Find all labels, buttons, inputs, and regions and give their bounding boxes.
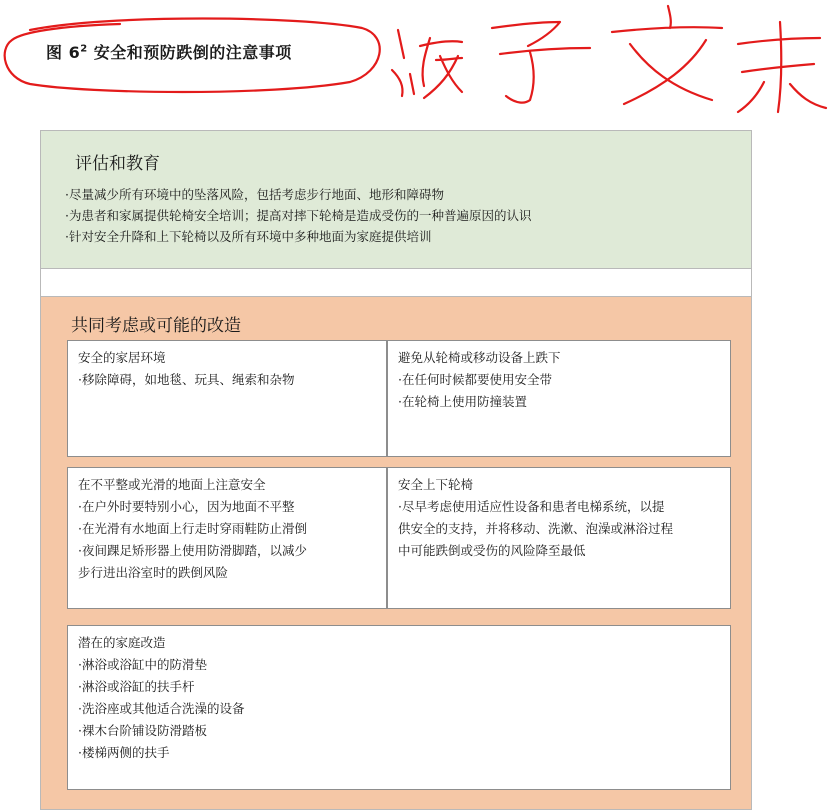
- box-item: 步行进出浴室时的跌倒风险: [78, 565, 229, 580]
- figure-label: 图 6: [46, 43, 81, 62]
- assessment-item: ·尽量减少所有环境中的坠落风险，包括考虑步行地面、地形和障碍物: [65, 187, 444, 202]
- box-item: ·尽早考虑使用适应性设备和患者电梯系统，以提: [398, 499, 665, 514]
- figure-title-text: 安全和预防跌倒的注意事项: [93, 43, 292, 62]
- box-list: [398, 369, 720, 413]
- box-item: ·在轮椅上使用防撞装置: [398, 394, 527, 409]
- box-item: ·移除障碍，如地毯、玩具、绳索和杂物: [78, 372, 295, 387]
- uneven-surface-box: [67, 467, 387, 609]
- handwriting-char-3: [612, 6, 722, 104]
- assessment-list: [65, 184, 531, 247]
- home-modifications-box: [67, 625, 731, 790]
- assessment-panel: [41, 131, 751, 269]
- handwriting-char-1: [392, 30, 462, 98]
- box-item: 中可能跌倒或受伤的风险降至最低: [398, 543, 586, 558]
- box-item: ·在户外时要特别小心，因为地面不平整: [78, 499, 295, 514]
- assessment-item: ·为患者和家属提供轮椅安全培训；提高对摔下轮椅是造成受伤的一种普遍原因的认识: [65, 208, 532, 223]
- box-item: ·洗浴座或其他适合洗澡的设备: [78, 701, 245, 716]
- box-title: 潜在的家庭改造: [78, 635, 166, 650]
- handwriting-char-2: [492, 22, 590, 103]
- assessment-heading: 评估和教育: [75, 154, 160, 174]
- figure-superscript: 2: [80, 43, 88, 55]
- box-list: [78, 654, 720, 764]
- wheelchair-fall-box: [387, 340, 731, 457]
- wheelchair-transfer-box: [387, 467, 731, 609]
- figure-title: [46, 40, 292, 63]
- box-item: ·在光滑有水地面上行走时穿雨鞋防止滑倒: [78, 521, 307, 536]
- box-item: ·淋浴或浴缸中的防滑垫: [78, 657, 207, 672]
- box-item: ·裸木台阶铺设防滑踏板: [78, 723, 207, 738]
- box-title: 避免从轮椅或移动设备上跌下: [398, 350, 561, 365]
- box-title: 安全上下轮椅: [398, 477, 474, 492]
- modifications-panel: [41, 296, 751, 809]
- box-title: 安全的家居环境: [78, 350, 166, 365]
- box-list: [78, 496, 376, 584]
- home-environment-box: [67, 340, 387, 457]
- handwriting-char-4: [738, 22, 826, 112]
- box-item: ·夜间踝足矫形器上使用防滑脚踏，以减少: [78, 543, 307, 558]
- box-item: ·在任何时候都要使用安全带: [398, 372, 552, 387]
- figure-frame: [40, 130, 752, 810]
- modifications-heading: 共同考虑或可能的改造: [71, 316, 241, 336]
- box-list: [398, 496, 720, 562]
- box-title: 在不平整或光滑的地面上注意安全: [78, 477, 266, 492]
- box-list: [78, 369, 376, 391]
- box-item: ·淋浴或浴缸的扶手杆: [78, 679, 195, 694]
- assessment-item: ·针对安全升降和上下轮椅以及所有环境中多种地面为家庭提供培训: [65, 229, 432, 244]
- box-item: 供安全的支持，并将移动、洗漱、泡澡或淋浴过程: [398, 521, 674, 536]
- box-item: ·楼梯两侧的扶手: [78, 745, 170, 760]
